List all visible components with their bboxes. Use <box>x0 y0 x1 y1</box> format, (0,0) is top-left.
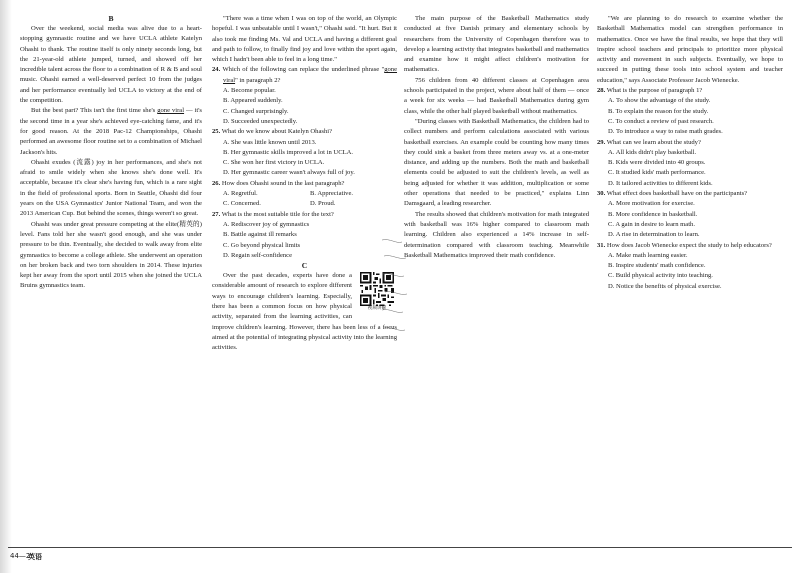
question-stem: 25. What do we know about Katelyn Ohashi? <box>212 128 333 136</box>
option-c[interactable]: C. It studied kids' math performance. <box>608 169 706 177</box>
option-d[interactable]: D. Regain self-confidence <box>223 251 293 259</box>
question-30 <box>597 189 783 240</box>
question-29 <box>597 138 783 189</box>
passage-c-paragraph-6: "We are planning to do research to examine whether the Basketball Mathematics model can strengthen performance in mathematics. Once we have the final results, we hope that they will inspire school teachers and principals to prioritize more physical activity and movement in such subjects. Eventually, we hope to succeed in putting these tools into school system and teacher education," says Associate Professor Jacob Wienecke. <box>597 15 783 84</box>
qr-caption: 视频讲解 <box>367 306 387 312</box>
question-25 <box>212 127 397 178</box>
question-26 <box>212 179 397 210</box>
section-c-heading: C <box>301 261 308 271</box>
page-number: 44—2 <box>10 552 31 560</box>
option-c[interactable]: C. Build physical activity into teaching. <box>608 272 713 280</box>
passage-b-paragraph-3: Ohashi exudes (流露) joy in her performances, and she's not afraid to smile widely when she knows she's done well. It's acceptable, because it's clear she's having fun, which is a rare sight in the field of professional sports. Born in Seattle, Ohashi did four years on the USA Gymnastics' Junior National Team, and won the 2013 American Cup. But behind the scenes, things weren't so great. <box>20 158 202 218</box>
question-stem: 27. What is the most suitable title for the text? <box>212 210 334 218</box>
option-c[interactable]: C. Go beyond physical limits <box>223 241 301 249</box>
option-a[interactable]: A. All kids didn't play basketball. <box>608 148 697 156</box>
pencil-marks <box>380 236 420 336</box>
column-4 <box>597 14 783 292</box>
option-b[interactable]: B. Kids were divided into 40 groups. <box>608 159 706 167</box>
underlined-phrase: gone viral <box>157 107 185 115</box>
option-d[interactable]: D. It tailored activities to different kids. <box>608 179 713 187</box>
option-d[interactable]: D. Proud. <box>310 200 336 208</box>
option-a[interactable]: A. To show the advantage of the study. <box>608 97 711 105</box>
question-stem: 28. What is the purpose of paragraph 1? <box>597 87 703 95</box>
option-a[interactable]: A. She was little known until 2013. <box>223 138 317 146</box>
passage-b-paragraph-5: "There was a time when I was on top of the world, an Olympic hopeful. I was unbeatable until I wasn't," Ohashi said. "It hurt. But it also took me finding Ms. Val and UCLA and having a different goal and path to follow, to finally find joy and love within the sport again, which I hadn't been able to feel in a long time." <box>212 15 397 64</box>
scan-fold-shadow <box>0 0 12 573</box>
column-2 <box>212 14 397 354</box>
passage-b-paragraph-2: But the best part? This isn't the first time she's gone viral — it's the second time in a year she's achieved eye-catching fame, and it's for good reason. At the 2018 Pac-12 Championships, Ohashi performed an awesome floor routine set to a combination of Michael Jackson's hits. <box>20 107 202 156</box>
passage-c-paragraph-4: "During classes with Basketball Mathematics, the children had to collect numbers and perform calculations associated with various basketball exercises. An example could be counting how many times they could sink a basket from three meters away vs. at a one-meter distance, and adding up the numbers. Both the math and basketball elements could be adjusted to suit the children's levels, as well as being adjusted for whether it was addition, multiplication or some other operations that needed to be practiced," explains Linn Damsgaard, a leading researcher. <box>404 117 589 208</box>
subject-label: 英语 <box>28 553 42 561</box>
question-stem: 26. How does Ohashi sound in the last paragraph? <box>212 179 345 187</box>
column-1 <box>20 14 202 292</box>
question-stem: 24. Which of the following can replace the underlined phrase "gone viral" in paragraph 2? <box>212 66 398 84</box>
option-a[interactable]: A. Rediscover joy of gymnastics <box>223 220 310 228</box>
option-grid <box>212 189 397 210</box>
option-b[interactable]: B. To explain the reason for the study. <box>608 107 709 115</box>
option-b[interactable]: B. Appreciative. <box>310 190 354 198</box>
option-b[interactable]: B. Her gymnastic skills improved a lot in UCLA. <box>223 148 354 156</box>
option-c[interactable]: C. She won her first victory in UCLA. <box>223 159 325 167</box>
option-b[interactable]: B. More confidence in basketball. <box>608 210 698 218</box>
question-28 <box>597 86 783 137</box>
option-d[interactable]: D. Notice the benefits of physical exercise. <box>608 282 722 290</box>
passage-b-paragraph-4: Ohashi was under great pressure competing at the elite(精英的) level. Fans told her she wasn't good enough, and she was under pressure to be thin. Eventually, she decided to walk away from elite gymnastics to become a college athlete. She underwent an operation on her broken back and two torn shoulders in 2014. These injuries kept her away from the sport until 2015 when she joined the UCLA Bruins gymnastics team. <box>20 220 202 290</box>
page-footer <box>8 547 792 561</box>
option-c[interactable]: C. A gain in desire to learn math. <box>608 220 695 228</box>
option-d[interactable]: D. Succeeded unexpectedly. <box>223 117 298 125</box>
option-b[interactable]: B. Appeared suddenly. <box>223 97 283 105</box>
option-d[interactable]: D. A rise in determination to learn. <box>608 231 700 239</box>
question-27 <box>212 210 397 261</box>
passage-c-paragraph-1: Over the past decades, experts have done a considerable amount of research to explore different ways to encourage children's learning. Especially, there has been a common focus on how physical activity, separated from the learning activities, can improve children's learning. However, there has been less of a focus aimed at the potential of integrating physical activity into the learning activities. <box>212 272 397 352</box>
question-24 <box>212 65 397 127</box>
option-c[interactable]: C. To conduct a review of past research. <box>608 117 714 125</box>
option-a[interactable]: A. Become popular. <box>223 87 276 95</box>
option-b[interactable]: B. Battle against ill remarks <box>223 231 297 239</box>
passage-c-paragraph-5: The results showed that children's motivation for math integrated with basketball was 16% higher compared to classroom math learning. Children also experienced a 14% increase in self-determination compared with classroom teaching. Meanwhile Basketball Mathematics improved their math confidence. <box>404 210 589 259</box>
passage-c-paragraph-2: The main purpose of the Basketball Mathematics study conducted at five Danish primary and elementary schools by researchers from the University of Copenhagen therefore was to develop a learning activity that integrates basketball and mathematics and examine how it might affect children's motivation for mathematics. <box>404 15 589 74</box>
option-a[interactable]: A. Regretful. <box>223 190 258 198</box>
column-3 <box>404 14 589 261</box>
passage-b-paragraph-1: Over the weekend, social media was alive due to a heart-stopping gymnastic routine and we have UCLA athlete Katelyn Ohashi to thank. The routine itself is only ninety seconds long, but the 21-year-old athlete jumped, turned, and showed off her incredible talent across the floor to a combination of R & B and soul music. Ohashi earned a well-deserved perfect 10 from the judges and her performance eventually led UCLA to victory at the end of the competition. <box>20 25 202 105</box>
option-d[interactable]: D. To introduce a way to raise math grades. <box>608 128 723 136</box>
option-b[interactable]: B. Inspire students' math confidence. <box>608 262 706 270</box>
question-31 <box>597 241 783 292</box>
passage-c-paragraph-3: 756 children from 40 different classes at Copenhagen area schools participated in the project, where about half of them — once a week for six weeks — had Basketball Mathematics during gym class, while the other half played basketball without mathematics. <box>404 76 589 115</box>
question-stem: 30. What effect does basketball have on the participants? <box>597 190 748 198</box>
question-stem: 29. What can we learn about the study? <box>597 138 701 146</box>
option-c[interactable]: C. Changed surprisingly. <box>223 107 289 115</box>
option-a[interactable]: A. Make math learning easier. <box>608 251 688 259</box>
question-stem: 31. How does Jacob Wienecke expect the study to help educators? <box>597 241 772 249</box>
option-d[interactable]: D. Her gymnastic career wasn't always full of joy. <box>223 169 355 177</box>
section-b-heading: B <box>108 14 114 23</box>
option-a[interactable]: A. More motivation for exercise. <box>608 200 695 208</box>
option-c[interactable]: C. Concerned. <box>223 200 261 208</box>
